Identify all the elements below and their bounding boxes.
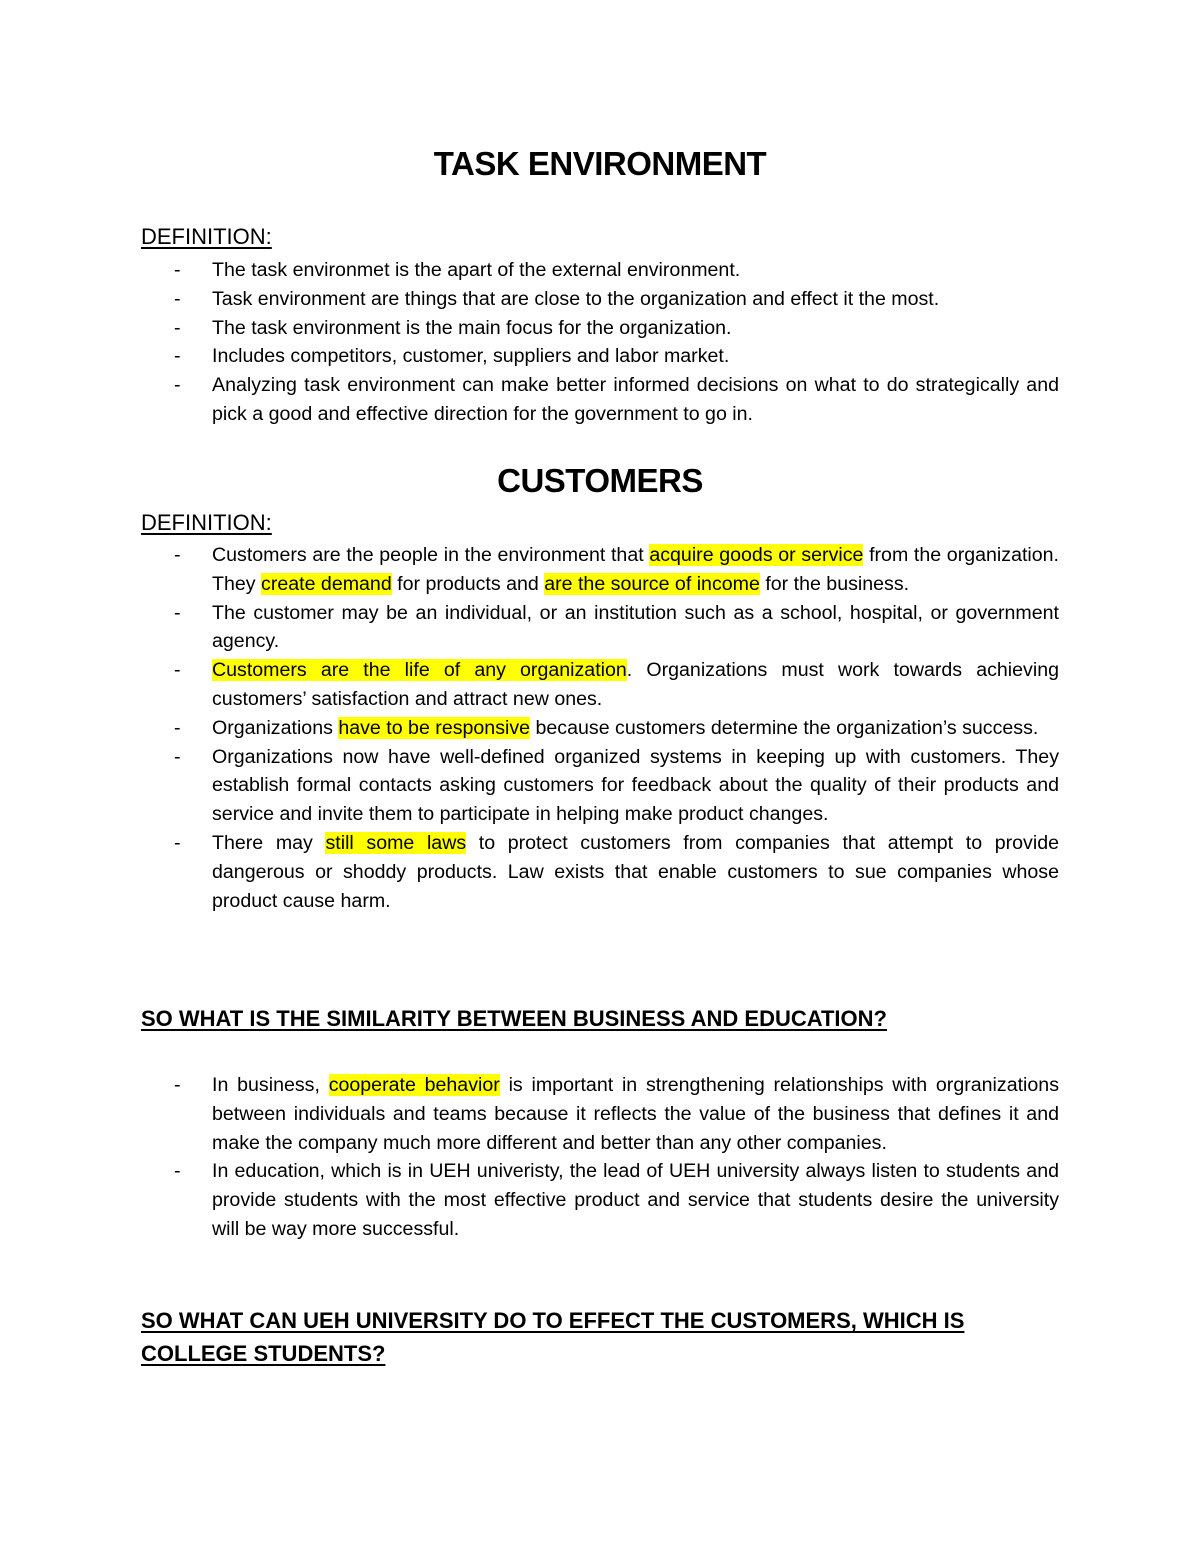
item-text: In business, xyxy=(212,1074,329,1096)
item-text: . Organizations must work towards achieving customers’ satisfaction and attract new ones. xyxy=(212,659,1059,710)
list-item xyxy=(141,342,1059,371)
bullet-dash: - xyxy=(174,831,181,854)
bullet-dash: - xyxy=(174,601,181,624)
bullet-dash: - xyxy=(174,716,181,739)
bullet-dash: - xyxy=(174,287,181,310)
highlighted-text: still some laws xyxy=(325,831,467,854)
bullet-dash: - xyxy=(174,374,181,397)
list-item xyxy=(141,714,1059,743)
item-text: to protect customers from companies that attempt to provide dangerous or shoddy products. Law exists that enable customers to sue companies whose product cause harm. xyxy=(212,831,1059,912)
list-item xyxy=(141,1157,1059,1243)
task-environment-definition-label: DEFINITION: xyxy=(141,224,272,249)
bullet-dash: - xyxy=(174,316,181,339)
bullet-dash: - xyxy=(174,745,181,768)
similarity-list xyxy=(141,1071,1059,1244)
bullet-dash: - xyxy=(174,659,181,682)
item-text: There may xyxy=(212,831,326,854)
item-text: is important in strengthening relationships with orgranizations between individuals and teams because it reflects the value of the business that defines it and make the company much more different and better than any other companies. xyxy=(212,1074,1059,1154)
item-text: for products and xyxy=(391,572,545,595)
item-text: In education, which is in UEH univeristy, the lead of UEH university always listen to students and provide students with the most effective product and service that students desire the university will be way more successful. xyxy=(212,1160,1059,1240)
list-item xyxy=(141,371,1059,429)
task-environment-list xyxy=(141,256,1059,429)
bullet-dash: - xyxy=(174,1160,181,1183)
highlighted-text: acquire goods or service xyxy=(649,544,864,566)
list-item xyxy=(141,256,1059,285)
highlighted-text: create demand xyxy=(261,572,392,595)
list-item xyxy=(141,829,1059,915)
bullet-dash: - xyxy=(174,259,181,281)
highlighted-text: have to be responsive xyxy=(338,716,531,739)
ueh-heading: SO WHAT CAN UEH UNIVERSITY DO TO EFFECT THE CUSTOMERS, WHICH IS COLLEGE STUDENTS? xyxy=(141,1308,965,1366)
item-text: because customers determine the organization’s success. xyxy=(530,716,1039,739)
highlighted-text: Customers are the life of any organization xyxy=(212,659,627,682)
task-environment-title: TASK ENVIRONMENT xyxy=(433,145,767,182)
item-text: Task environment are things that are close to the organization and effect it the most. xyxy=(212,287,940,310)
bullet-dash: - xyxy=(174,1074,181,1096)
list-item xyxy=(141,1071,1059,1157)
list-item xyxy=(141,743,1059,829)
item-text: Analyzing task environment can make better informed decisions on what to do strategically and pick a good and effective direction for the government to go in. xyxy=(212,374,1059,425)
bullet-dash: - xyxy=(174,544,181,566)
item-text: Organizations now have well-defined organized systems in keeping up with customers. They establish formal contacts asking customers for feedback about the quality of their products and service and invite them to participate in helping make product changes. xyxy=(212,745,1059,826)
list-item xyxy=(141,541,1059,599)
highlighted-text: are the source of income xyxy=(544,572,760,595)
item-text: Customers are the people in the environment that xyxy=(212,544,650,566)
list-item xyxy=(141,656,1059,714)
customers-title: CUSTOMERS xyxy=(497,462,703,499)
list-item xyxy=(141,314,1059,343)
list-item xyxy=(141,285,1059,314)
list-item xyxy=(141,599,1059,657)
bullet-dash: - xyxy=(174,345,181,368)
item-text: The task environmet is the apart of the external environment. xyxy=(212,259,741,281)
item-text: for the business. xyxy=(759,572,910,595)
item-text: Organizations xyxy=(212,716,339,739)
item-text: The customer may be an individual, or an institution such as a school, hospital, or government agency. xyxy=(212,601,1059,653)
item-text: from the organization. They xyxy=(212,544,1059,595)
customers-list xyxy=(141,541,1059,915)
customers-definition-label: DEFINITION: xyxy=(141,510,272,535)
item-text: The task environment is the main focus for the organization. xyxy=(212,316,732,339)
highlighted-text: cooperate behavior xyxy=(328,1074,500,1096)
similarity-heading: SO WHAT IS THE SIMILARITY BETWEEN BUSINESS AND EDUCATION? xyxy=(141,1006,887,1031)
item-text: Includes competitors, customer, suppliers and labor market. xyxy=(212,345,730,368)
